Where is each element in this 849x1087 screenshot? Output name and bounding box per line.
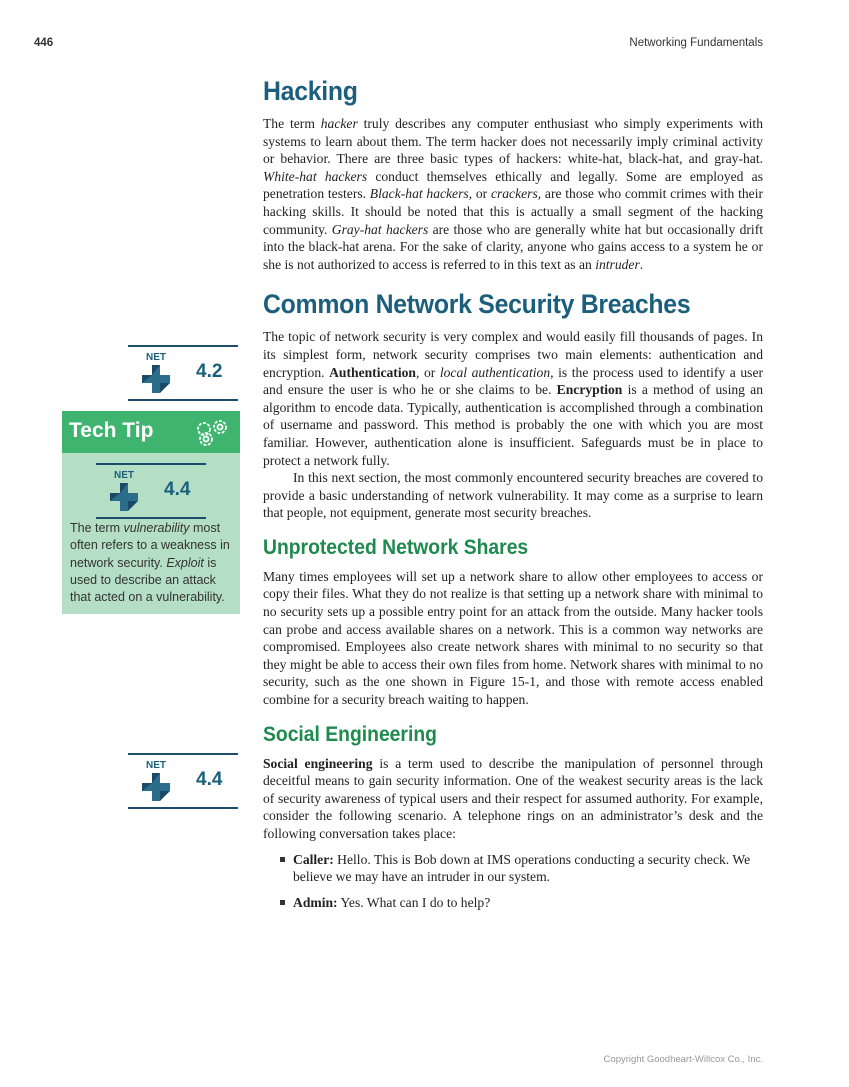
copyright-footer: Copyright Goodheart-Willcox Co., Inc. <box>603 1054 763 1065</box>
net-cross-icon <box>110 483 138 511</box>
tech-tip-box <box>62 411 240 614</box>
bold-term: Caller: <box>293 851 334 867</box>
net-label: NET <box>146 760 166 771</box>
text-run: is a term used to describe the manipulation of personnel through deceitful means to gain security information. One of the weakest security areas is the lack of security awareness of typical users and their respect for assumed authority. For example, consider the following scenario. A telephone rings on an administrator’s desk and the following conversation takes place: <box>263 755 763 841</box>
text-run: Yes. What can I do to help? <box>337 894 491 910</box>
net-cross-icon <box>142 365 170 393</box>
text-run: Many times employees will set up a network share to allow other employees to access or copy their files. What they do not realize is that setting up a network share with minimal to no security sets up a possible entry point for an attack from the outside. Many hacker tools can probe and access available shares on a network. This is a common way networks are compromised. Employees also create network shares with minimal to no security so that they might be able to access their own files from home. Network shares with minimal to no security, such as the one shown in Figure 15-1, and those with remote access enabled combine for a security breach waiting to happen. <box>263 568 763 708</box>
paragraph <box>263 568 763 709</box>
text-run: is used to describe an attack that acted on a vulnerability. <box>70 555 225 605</box>
net-number: 4.2 <box>196 361 223 382</box>
net-badge <box>128 345 238 401</box>
italic-term: Black-hat hackers <box>369 186 469 202</box>
net-number: 4.4 <box>164 479 191 500</box>
section-heading: Unprotected Network Shares <box>263 535 529 559</box>
paragraph <box>263 115 763 273</box>
text-run: The term <box>263 116 321 131</box>
bold-term: Encryption <box>556 382 623 398</box>
bold-term: Admin: <box>293 894 338 910</box>
text-run: The topic of network security is very complex and would easily fill thousands of pages. In its simplest form, network security comprises two main elements: authentication and encryption. <box>263 329 763 380</box>
paragraph <box>263 755 763 843</box>
section-heading: Social Engineering <box>263 722 437 746</box>
tech-tip-title: Tech Tip <box>69 419 154 442</box>
italic-term: hacker <box>320 116 358 131</box>
text-run: most often refers to a weakness in network security. <box>70 521 230 570</box>
main-text <box>263 76 763 919</box>
text-run: truly describes any computer enthusiast who simply experiments with systems to learn about them. The term hacker does not necessarily imply criminal activity or behavior. There are three basic types of hackers: white-hat, black-hat, and gray-hat. <box>263 116 763 167</box>
net-number: 4.4 <box>196 769 223 790</box>
list-item <box>293 851 763 886</box>
text-run: , or <box>468 186 491 202</box>
text-run: . <box>639 256 644 272</box>
text-run: , is the process used to identify a user and ensure the user is who he or she claims to be. <box>263 364 764 398</box>
bold-term: Authentication <box>329 364 416 380</box>
net-badge <box>128 753 238 809</box>
running-title: Networking Fundamentals <box>629 37 763 49</box>
list-item <box>293 894 763 912</box>
tech-tip-text <box>70 520 236 606</box>
bold-term: Social engineering <box>263 755 373 771</box>
text-run: are those who are generally white hat but occasionally drift into the black-hat arena. For the sake of clarity, anyone who gains access to a system he or she is not authorized to access is referred to in this text as an <box>263 221 763 272</box>
text-run: , are those who commit crimes with their hacking skills. It should be noted that this is actually a small segment of the hacking community. <box>263 186 764 237</box>
text-run: In this next section, the most commonly encountered security breaches are covered to provide a basic understanding of network vulnerability. It may come as a surprise to learn that people, not equipment, generate most security breaches. <box>263 470 763 521</box>
italic-term: Exploit <box>166 555 204 570</box>
italic-term: vulnerability <box>123 521 190 535</box>
paragraph <box>263 328 763 469</box>
net-label: NET <box>114 470 134 481</box>
net-cross-icon <box>142 773 170 801</box>
tech-tip-header <box>62 411 240 453</box>
text-run: conduct themselves ethically and legally. Some are employed as penetration testers. <box>263 168 763 202</box>
section-heading: Common Network Security Breaches <box>263 289 691 320</box>
text-run: Hello. This is Bob down at IMS operations conducting a security check. We believe we may have an intruder in our system. <box>293 851 751 885</box>
net-badge <box>96 463 206 519</box>
italic-term: local authentication <box>439 364 551 380</box>
italic-term: White-hat hackers <box>263 168 368 184</box>
bullet-list <box>263 851 763 912</box>
italic-term: intruder <box>595 256 640 272</box>
italic-term: crackers <box>490 186 538 202</box>
section-heading: Hacking <box>263 76 358 106</box>
text-run: is a method of using an algorithm to encode data. Typically, authentication is accomplished through a combination of username and password. This method is probably the one with which you are most familiar. However, authentication alone is insufficient. Safeguards must be in place to protect a network fully. <box>263 382 763 468</box>
gears-icon <box>194 417 232 447</box>
text-run: , or <box>415 364 440 380</box>
paragraph <box>263 469 763 522</box>
italic-term: Gray-hat hackers <box>331 221 429 237</box>
net-label: NET <box>146 352 166 363</box>
page-number: 446 <box>34 37 54 49</box>
text-run: The term <box>70 521 124 535</box>
